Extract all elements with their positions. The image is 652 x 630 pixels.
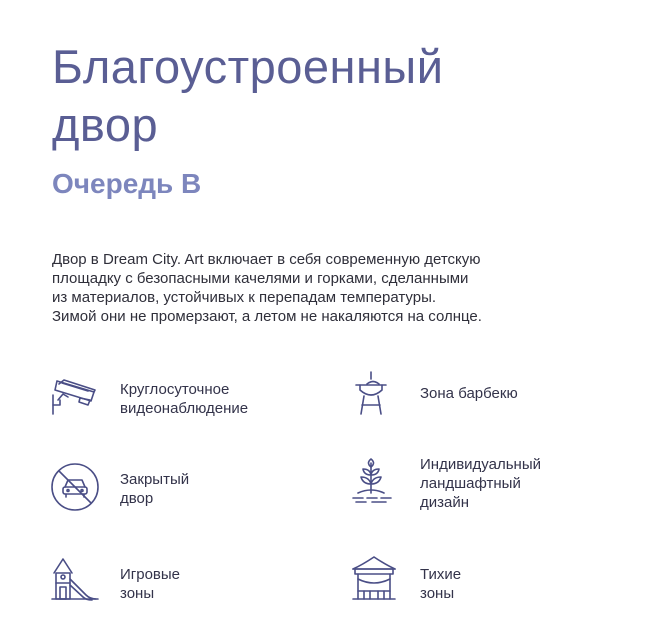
playground-icon — [50, 555, 100, 605]
no-cars-icon — [50, 462, 100, 512]
feature-label: Закрытый двор — [120, 471, 190, 507]
feature-label: Круглосуточное видеонаблюдение — [120, 381, 249, 417]
gazebo-icon — [350, 555, 400, 605]
feature-label: Тихие зоны — [420, 566, 462, 602]
title-line-1: Благоустроенный — [52, 40, 444, 93]
title-line-2: двор — [52, 98, 159, 151]
description-line: из материалов, устойчивых к перепадам температуры. — [52, 289, 437, 306]
barbecue-grill-icon — [350, 370, 400, 420]
queue-subtitle: Очередь В — [52, 168, 202, 199]
feature-label: Игровые зоны — [120, 566, 181, 602]
description-line: Зимой они не промерзают, а летом не накаляются на солнце. — [52, 308, 482, 325]
feature-label: Зона барбекю — [420, 385, 518, 402]
description-line: Двор в Dream City. Art включает в себя современную детскую — [52, 251, 481, 268]
description-line: площадку с безопасными качелями и горками, сделанными — [52, 270, 469, 287]
page-title — [52, 38, 443, 154]
plant-landscape-icon — [350, 455, 400, 505]
feature-label: Индивидуальный ландшафтный дизайн — [420, 456, 541, 511]
cctv-camera-icon — [50, 370, 100, 420]
description — [52, 250, 622, 326]
